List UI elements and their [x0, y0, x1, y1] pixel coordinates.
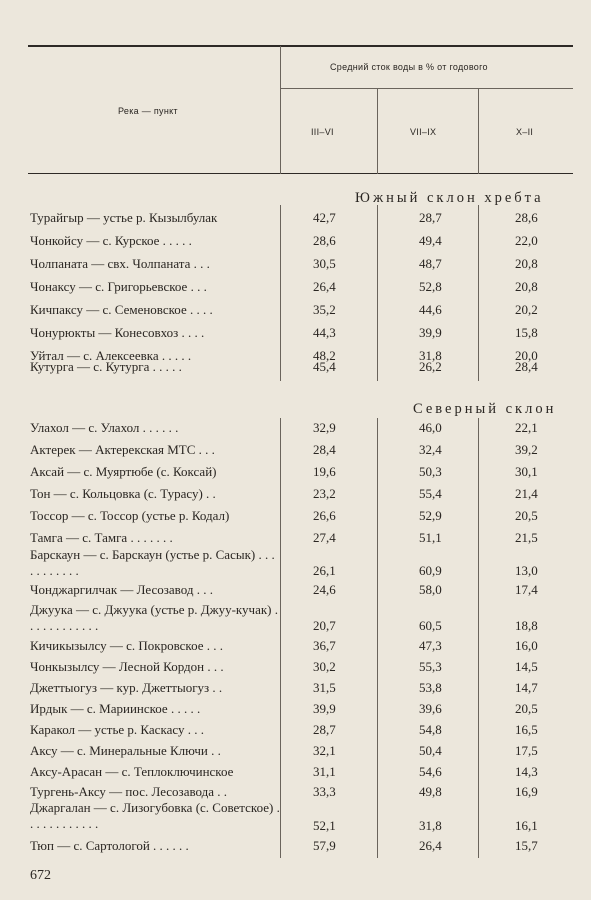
- value-x-ii: 22,0: [515, 233, 538, 248]
- value-x-ii: 14,5: [515, 659, 538, 674]
- value-iii-vi: 52,1: [313, 818, 336, 833]
- river-point: Джаргалан — с. Лизогубовка (с. Советское) . . . . . . . . . . . .: [30, 800, 280, 831]
- river-point: Тюп — с. Сартологой . . . . . .: [30, 838, 189, 853]
- value-x-ii: 20,5: [515, 508, 538, 523]
- value-iii-vi: 31,1: [313, 764, 336, 779]
- value-x-ii: 28,6: [515, 210, 538, 225]
- value-x-ii: 15,7: [515, 838, 538, 853]
- header-bottom-rule: [28, 173, 573, 174]
- river-point: Аксай — с. Муяртюбе (с. Коксай): [30, 464, 217, 479]
- value-iii-vi: 27,4: [313, 530, 336, 545]
- river-point: Барскаун — с. Барскаун (устье р. Сасык) . . . . . . . . . . .: [30, 547, 275, 578]
- body-divider-3: [478, 205, 479, 381]
- value-iii-vi: 23,2: [313, 486, 336, 501]
- value-iii-vi: 32,9: [313, 420, 336, 435]
- value-x-ii: 22,1: [515, 420, 538, 435]
- value-vii-ix: 49,4: [419, 233, 442, 248]
- river-point: Джеттыогуз — кур. Джеттыогуз . .: [30, 680, 223, 695]
- header-divider-2: [377, 88, 378, 174]
- value-vii-ix: 53,8: [419, 680, 442, 695]
- value-iii-vi: 28,6: [313, 233, 336, 248]
- value-x-ii: 39,2: [515, 442, 538, 457]
- header-top-rule: [28, 45, 573, 47]
- body-divider-1: [280, 205, 281, 381]
- river-point: Кутурга — с. Кутурга . . . . .: [30, 359, 182, 374]
- value-vii-ix: 51,1: [419, 530, 442, 545]
- value-vii-ix: 55,4: [419, 486, 442, 501]
- value-vii-ix: 49,8: [419, 784, 442, 799]
- value-iii-vi: 30,2: [313, 659, 336, 674]
- value-vii-ix: 26,4: [419, 838, 442, 853]
- value-x-ii: 17,5: [515, 743, 538, 758]
- value-iii-vi: 39,9: [313, 701, 336, 716]
- value-vii-ix: 26,2: [419, 359, 442, 374]
- body-divider-3b: [478, 418, 479, 858]
- value-vii-ix: 50,4: [419, 743, 442, 758]
- value-x-ii: 16,0: [515, 638, 538, 653]
- river-point: Тамга — с. Тамга . . . . . . .: [30, 530, 173, 545]
- header-col-2: VII–IX: [410, 127, 437, 137]
- value-x-ii: 20,0: [515, 348, 538, 363]
- river-point: Чонкызылсу — Лесной Кордон . . .: [30, 659, 224, 674]
- value-iii-vi: 48,2: [313, 348, 336, 363]
- value-vii-ix: 31,8: [419, 818, 442, 833]
- river-point: Каракол — устье р. Каскасу . . .: [30, 722, 204, 737]
- value-vii-ix: 54,8: [419, 722, 442, 737]
- river-point: Актерек — Актерекская МТС . . .: [30, 442, 215, 457]
- value-vii-ix: 31,8: [419, 348, 442, 363]
- river-point: Чолпаната — свх. Чолпаната . . .: [30, 256, 210, 271]
- river-point: Джуука — с. Джуука (устье р. Джуу-кучак) . . . . . . . . . . . .: [30, 602, 278, 633]
- value-vii-ix: 52,8: [419, 279, 442, 294]
- value-iii-vi: 36,7: [313, 638, 336, 653]
- header-col-3: X–II: [516, 127, 534, 137]
- section-title: Южный склон хребта: [355, 190, 544, 206]
- value-x-ii: 16,1: [515, 818, 538, 833]
- river-point: Кичпаксу — с. Семеновское . . . .: [30, 302, 213, 317]
- value-iii-vi: 35,2: [313, 302, 336, 317]
- value-vii-ix: 55,3: [419, 659, 442, 674]
- value-x-ii: 20,5: [515, 701, 538, 716]
- river-point: Тон — с. Кольцовка (с. Турасу) . .: [30, 486, 216, 501]
- value-iii-vi: 31,5: [313, 680, 336, 695]
- section-title: Северный склон: [413, 401, 557, 417]
- value-vii-ix: 60,9: [419, 563, 442, 578]
- value-vii-ix: 50,3: [419, 464, 442, 479]
- value-iii-vi: 28,7: [313, 722, 336, 737]
- value-x-ii: 21,5: [515, 530, 538, 545]
- header-river-point: Река — пункт: [118, 106, 178, 116]
- value-x-ii: 16,5: [515, 722, 538, 737]
- value-x-ii: 20,8: [515, 279, 538, 294]
- value-x-ii: 20,2: [515, 302, 538, 317]
- river-point: Чонджаргилчак — Лесозавод . . .: [30, 582, 213, 597]
- body-divider-2b: [377, 418, 378, 858]
- river-point: Уйтал — с. Алексеевка . . . . .: [30, 348, 192, 363]
- value-iii-vi: 24,6: [313, 582, 336, 597]
- page-number: 672: [30, 868, 51, 883]
- value-vii-ix: 39,6: [419, 701, 442, 716]
- header-divider-main: [280, 46, 281, 174]
- value-iii-vi: 45,4: [313, 359, 336, 374]
- value-vii-ix: 58,0: [419, 582, 442, 597]
- header-group-rule: [280, 88, 573, 89]
- value-vii-ix: 39,9: [419, 325, 442, 340]
- value-vii-ix: 32,4: [419, 442, 442, 457]
- value-x-ii: 18,8: [515, 618, 538, 633]
- value-vii-ix: 48,7: [419, 256, 442, 271]
- value-iii-vi: 26,6: [313, 508, 336, 523]
- value-iii-vi: 26,1: [313, 563, 336, 578]
- river-point: Кичикызылсу — с. Покровское . . .: [30, 638, 224, 653]
- river-point: Чонурюкты — Конесовхоз . . . .: [30, 325, 205, 340]
- value-vii-ix: 28,7: [419, 210, 442, 225]
- value-iii-vi: 30,5: [313, 256, 336, 271]
- value-iii-vi: 19,6: [313, 464, 336, 479]
- value-iii-vi: 57,9: [313, 838, 336, 853]
- value-vii-ix: 46,0: [419, 420, 442, 435]
- value-x-ii: 14,7: [515, 680, 538, 695]
- value-iii-vi: 33,3: [313, 784, 336, 799]
- value-iii-vi: 20,7: [313, 618, 336, 633]
- value-iii-vi: 32,1: [313, 743, 336, 758]
- body-divider-2: [377, 205, 378, 381]
- value-vii-ix: 44,6: [419, 302, 442, 317]
- value-x-ii: 13,0: [515, 563, 538, 578]
- body-divider-1b: [280, 418, 281, 858]
- header-group-title: Средний сток воды в % от годового: [330, 62, 488, 72]
- value-x-ii: 16,9: [515, 784, 538, 799]
- value-x-ii: 21,4: [515, 486, 538, 501]
- value-vii-ix: 54,6: [419, 764, 442, 779]
- river-point: Тургень-Аксу — пос. Лесозавода . .: [30, 784, 228, 799]
- value-x-ii: 14,3: [515, 764, 538, 779]
- river-point: Чонаксу — с. Григорьевское . . .: [30, 279, 207, 294]
- value-x-ii: 28,4: [515, 359, 538, 374]
- river-point: Турайгыр — устье р. Кызылбулак: [30, 210, 218, 225]
- value-vii-ix: 60,5: [419, 618, 442, 633]
- river-point: Ирдык — с. Мариинское . . . . .: [30, 701, 201, 716]
- river-point: Улахол — с. Улахол . . . . . .: [30, 420, 179, 435]
- river-point: Тоссор — с. Тоссор (устье р. Кодал): [30, 508, 230, 523]
- header-col-1: III–VI: [311, 127, 334, 137]
- value-x-ii: 30,1: [515, 464, 538, 479]
- value-iii-vi: 28,4: [313, 442, 336, 457]
- value-iii-vi: 26,4: [313, 279, 336, 294]
- value-iii-vi: 42,7: [313, 210, 336, 225]
- value-x-ii: 20,8: [515, 256, 538, 271]
- river-point: Аксу — с. Минеральные Ключи . .: [30, 743, 221, 758]
- value-vii-ix: 47,3: [419, 638, 442, 653]
- river-point: Чонкойсу — с. Курское . . . . .: [30, 233, 192, 248]
- value-x-ii: 15,8: [515, 325, 538, 340]
- header-divider-3: [478, 88, 479, 174]
- value-vii-ix: 52,9: [419, 508, 442, 523]
- river-point: Аксу-Арасан — с. Теплоключинское: [30, 764, 234, 779]
- value-iii-vi: 44,3: [313, 325, 336, 340]
- value-x-ii: 17,4: [515, 582, 538, 597]
